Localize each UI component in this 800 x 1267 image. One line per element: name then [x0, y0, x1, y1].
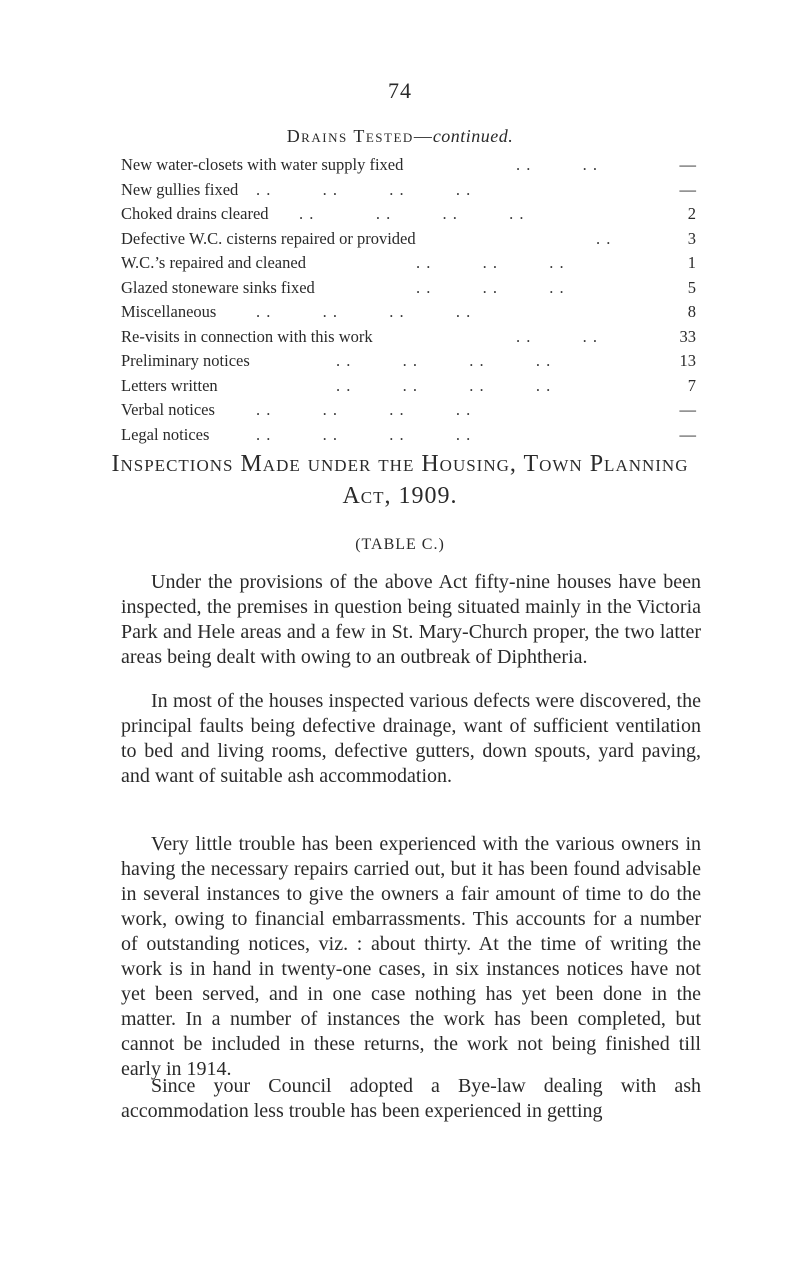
paragraph-text: In most of the houses inspected various defects were discovered, the principal faults being defective drainage, want of sufficient ventilation to bed and living rooms, defective gutters, down spouts, yard paving, and want of suitable ash accommodation. — [121, 690, 701, 787]
tally-value: 8 — [687, 302, 696, 321]
dot-leader: . . . . . . — [416, 253, 565, 272]
tally-row — [121, 276, 696, 301]
continued-heading-title: Drains Tested — [286, 126, 414, 146]
paragraph-text: Since your Council adopted a Bye-law dealing with ash accommodation less trouble has been experienced in getting — [121, 1075, 701, 1122]
dot-leader: . . . . . . . . — [336, 351, 552, 370]
tally-value: 33 — [679, 326, 696, 346]
tally-value: 13 — [679, 351, 696, 370]
tally-row — [121, 202, 696, 227]
tally-label: Glazed stoneware sinks fixed — [121, 277, 315, 297]
tally-row — [121, 153, 696, 178]
dot-leader: . . . . . . . . — [336, 375, 552, 395]
paragraph — [121, 832, 701, 1082]
dot-leader: . . . . . . . . — [256, 424, 472, 444]
tally-row — [121, 398, 696, 423]
tally-row — [121, 178, 696, 203]
continued-heading — [0, 126, 800, 147]
dot-leader: . . . . . . . . — [256, 302, 472, 321]
section-title-line-1: Inspections Made under the Housing, Town Planning — [111, 451, 689, 477]
tally-value: — — [679, 179, 696, 199]
tally-value: 5 — [687, 277, 696, 297]
tally-value: — — [679, 400, 696, 419]
tally-label: Verbal notices — [121, 400, 215, 419]
page-number: 74 — [388, 78, 412, 103]
tally-value: 3 — [687, 228, 696, 248]
tally-label: W.C.’s repaired and cleaned — [121, 253, 306, 272]
dot-leader: . . . . . . . . — [256, 400, 472, 419]
tally-row — [121, 300, 696, 325]
tally-label: Legal notices — [121, 424, 210, 444]
dot-leader: . . — [596, 228, 612, 248]
dot-leader: . . . . — [516, 326, 598, 346]
tally-label: Choked drains cleared — [121, 204, 269, 223]
tally-value: 1 — [687, 253, 696, 272]
section-title — [0, 448, 800, 512]
tally-value: — — [679, 155, 696, 174]
tally-row — [121, 374, 696, 399]
continued-heading-dash: — — [413, 126, 433, 146]
dot-leader: . . . . . . . . — [299, 204, 525, 223]
drains-tested-list — [121, 153, 696, 447]
section-title-line-2: Act, 1909. — [342, 483, 458, 509]
tally-label: Preliminary notices — [121, 351, 250, 370]
tally-value: — — [679, 424, 696, 444]
tally-label: Letters written — [121, 375, 218, 395]
paragraph-text: Very little trouble has been experienced with the various owners in having the necessary repairs carried out, but it has been found advisable in several instances to give the owners a fair amount of time to do the work, owing to financial embarrassments. This accounts for a number of outstanding notices, viz. : about thirty. At the time of writing the work is in hand in twenty-one cases, in six instances notices have not yet been served, and in one case nothing has yet been done in the matter. In a number of instances the work has been completed, but cannot be included in these returns, the work not being finished till early in 1914. — [121, 833, 701, 1080]
dot-leader: . . . . . . — [416, 277, 565, 297]
table-reference: (TABLE C.) — [355, 536, 445, 553]
tally-row — [121, 251, 696, 276]
tally-label: Re-visits in connection with this work — [121, 326, 373, 346]
paragraph-text: Under the provisions of the above Act fifty-nine houses have been inspected, the premises in question being situated mainly in the Victoria Park and Hele areas and a few in St. Mary-Church proper, the two latter areas being dealt with owing to an outbreak of Diphtheria. — [121, 571, 701, 668]
dot-leader: . . . . . . . . — [256, 179, 472, 199]
tally-label: New gullies fixed — [121, 179, 239, 199]
paragraph — [121, 689, 701, 789]
tally-value: 2 — [687, 204, 696, 223]
paragraph — [121, 570, 701, 670]
tally-value: 7 — [687, 375, 696, 395]
tally-row — [121, 349, 696, 374]
paragraph — [121, 1074, 701, 1124]
tally-row — [121, 423, 696, 448]
tally-label: Miscellaneous — [121, 302, 217, 321]
tally-label: Defective W.C. cisterns repaired or provided — [121, 228, 416, 248]
continued-heading-suffix: continued. — [432, 126, 514, 146]
dot-leader: . . . . — [516, 155, 598, 174]
tally-label: New water-closets with water supply fixed — [121, 155, 404, 174]
tally-row — [121, 325, 696, 350]
tally-row — [121, 227, 696, 252]
